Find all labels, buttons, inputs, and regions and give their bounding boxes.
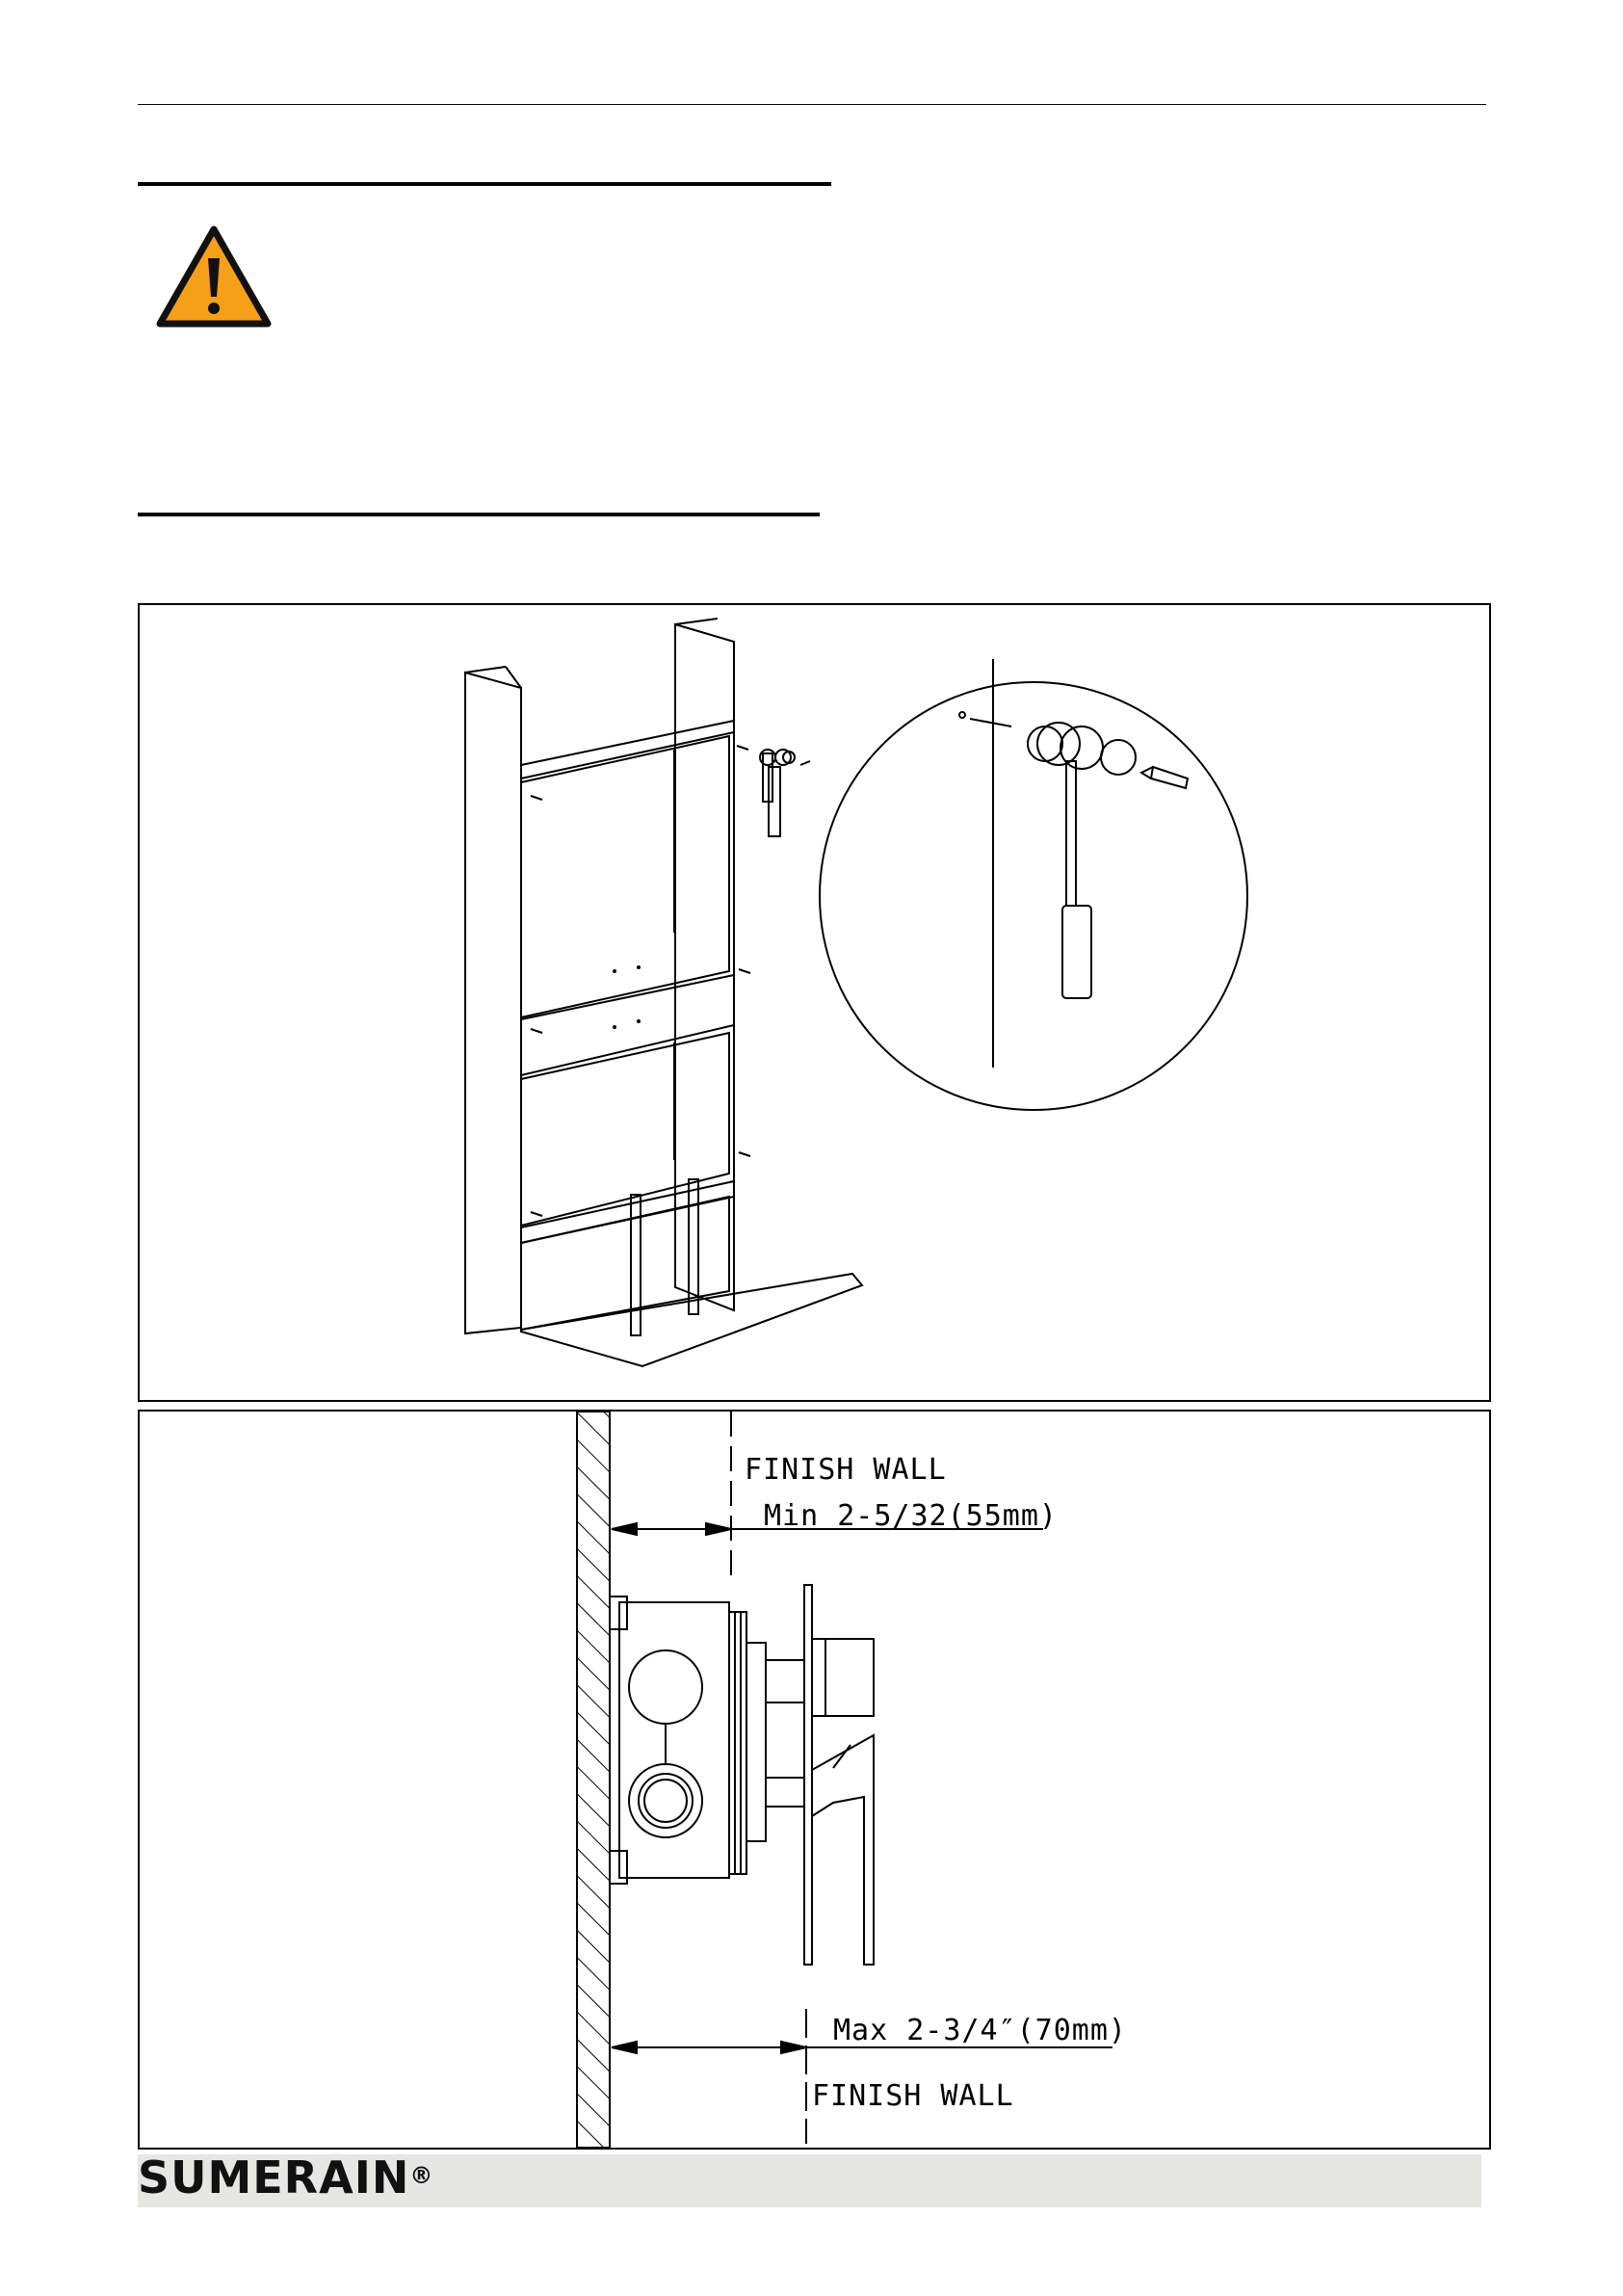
registered-mark: ® [409,2162,434,2189]
brand-logo-text: SUMERAIN [138,2151,410,2204]
brand-logo [138,2151,433,2204]
valve-clearance-diagram [140,1412,1489,2148]
header-rule [138,104,1486,105]
clearance-diagram-panel [138,1410,1491,2150]
max-dimension-label: Max 2-3/4″(70mm) [833,2014,1127,2047]
min-dimension-label: Min 2-5/32(55mm) [764,1499,1058,1533]
wall-hatch [577,1412,610,2148]
installation-diagram-panel [138,603,1491,1402]
frame-mounting-diagram [140,605,1489,1400]
finish-wall-bottom-label: FINISH WALL [812,2079,1014,2113]
finish-wall-top-label: FINISH WALL [745,1453,947,1487]
section-rule-1 [138,182,831,186]
section-rule-2 [138,513,820,516]
warning-triangle-icon [154,224,274,330]
